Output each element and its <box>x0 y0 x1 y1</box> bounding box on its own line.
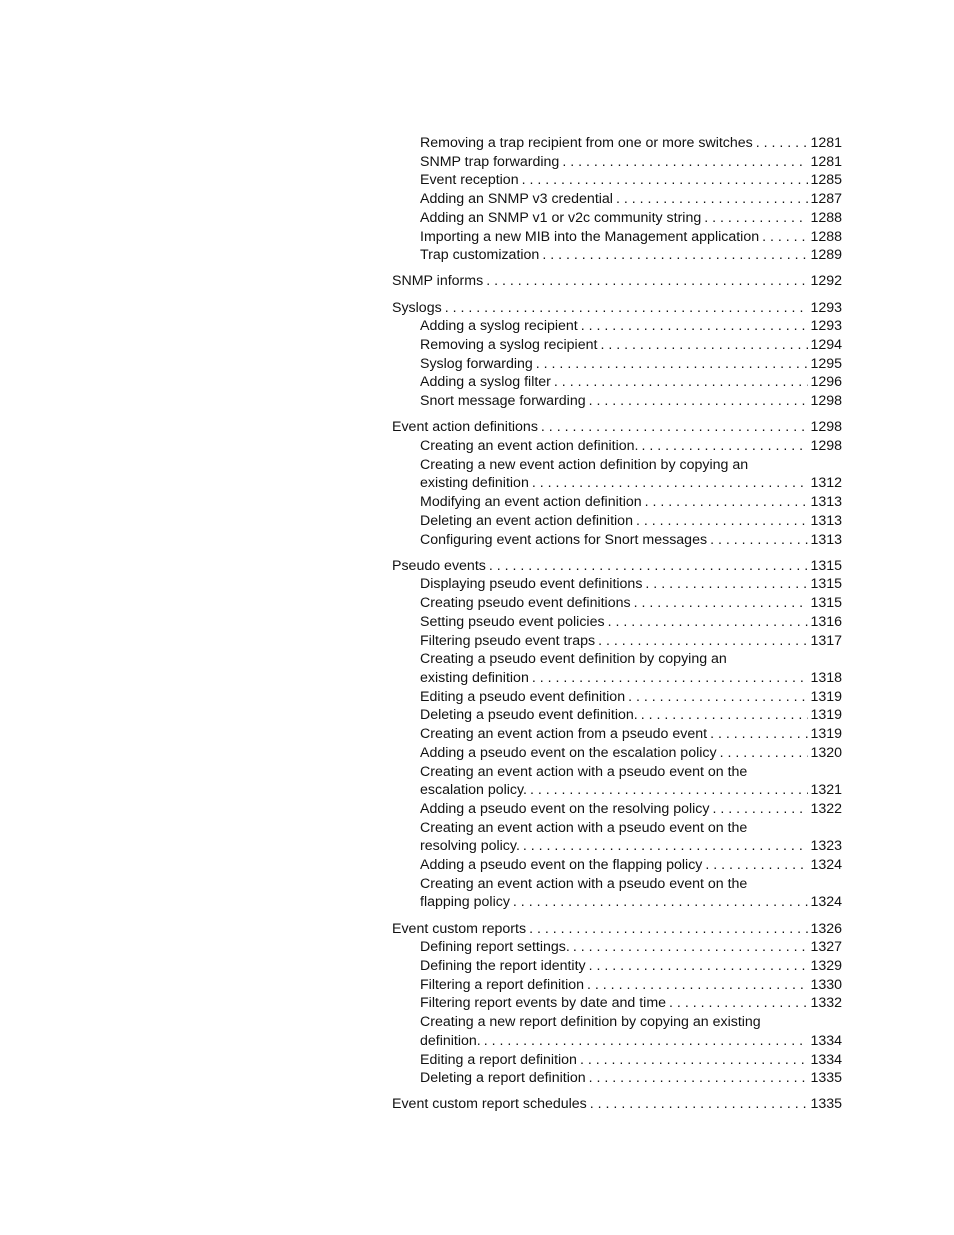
toc-entry-title-text: Adding an SNMP v3 credential <box>420 191 613 208</box>
toc-entry-title-text: Event custom reports <box>392 920 527 937</box>
toc-entry-title <box>392 418 842 437</box>
toc-entry-last-line <box>392 557 842 576</box>
toc-entry-title <box>420 153 842 172</box>
toc-entry-last-line <box>420 575 842 594</box>
toc-entry-title <box>420 938 842 957</box>
toc-subsection-entry[interactable] <box>392 594 842 613</box>
dot-leader <box>559 153 808 172</box>
toc-entry-title-text: Pseudo events <box>392 557 486 574</box>
dot-leader <box>707 725 808 744</box>
toc-entry-title <box>420 456 842 493</box>
dot-leader <box>597 336 808 355</box>
toc-subsection-entry[interactable] <box>392 1051 842 1070</box>
toc-entry-title <box>392 1095 842 1114</box>
toc-entry-title-text: Modifying an event action definition <box>420 494 642 511</box>
toc-entry-title <box>420 688 842 707</box>
toc-entry-title-text: Adding a syslog recipient <box>420 318 578 335</box>
toc-entry-last-line <box>420 893 842 912</box>
toc-entry-title-text: Snort message forwarding <box>420 393 586 410</box>
toc-entry-title-line: Creating an event action with a pseudo event on the <box>420 819 748 836</box>
dot-leader <box>570 938 808 957</box>
toc-subsection-entry[interactable] <box>392 228 842 247</box>
toc-subsection-entry[interactable] <box>392 134 842 153</box>
toc-entry-title <box>420 1051 842 1070</box>
toc-entry-title-line: Creating an event action with a pseudo event on the <box>420 875 748 892</box>
toc-entry-last-line <box>392 418 842 437</box>
toc-page-number: 1329 <box>810 958 842 975</box>
toc-page-number: 1298 <box>810 419 842 436</box>
dot-leader <box>529 474 808 493</box>
toc-page-number: 1292 <box>810 273 842 290</box>
toc-page-number: 1317 <box>810 632 842 649</box>
toc-entry-last-line <box>420 1051 842 1070</box>
toc-subsection-entry[interactable] <box>392 355 842 374</box>
dot-leader <box>625 688 808 707</box>
toc-page-number: 1298 <box>810 393 842 410</box>
dot-leader <box>586 392 808 411</box>
toc-subsection-entry[interactable] <box>392 976 842 995</box>
toc-entry-title <box>420 531 842 550</box>
toc-subsection-entry[interactable] <box>392 744 842 763</box>
toc-section-entry[interactable] <box>392 418 842 437</box>
toc-page-number: 1319 <box>810 707 842 724</box>
toc-entry-last-line <box>420 1069 842 1088</box>
toc-entry-last-line <box>420 134 842 153</box>
toc-entry-title <box>392 272 842 291</box>
toc-entry-title-text: definition. <box>420 1032 481 1049</box>
toc-entry-title-line: Creating a new report definition by copying an existing <box>420 1014 761 1031</box>
toc-page-number: 1289 <box>810 247 842 264</box>
dot-leader <box>753 134 808 153</box>
toc-entry-title <box>420 613 842 632</box>
toc-entry-last-line <box>420 976 842 995</box>
toc-page-number: 1294 <box>810 337 842 354</box>
dot-leader <box>586 957 808 976</box>
toc-entry-title <box>420 493 842 512</box>
toc-entry-last-line <box>420 153 842 172</box>
toc-entry-last-line <box>420 171 842 190</box>
dot-leader <box>533 355 808 374</box>
toc-entry-last-line <box>420 1032 842 1051</box>
toc-page-number: 1327 <box>810 939 842 956</box>
dot-leader <box>442 299 808 318</box>
toc-section-entry[interactable] <box>392 920 842 939</box>
dot-leader <box>631 594 808 613</box>
dot-leader <box>551 373 808 392</box>
toc-entry-title <box>420 594 842 613</box>
toc-entry-title-text: Adding a pseudo event on the escalation policy <box>420 744 717 761</box>
toc-entry-last-line <box>420 355 842 374</box>
toc-entry-last-line <box>420 512 842 531</box>
toc-entry-title <box>392 557 842 576</box>
toc-page-number: 1324 <box>810 894 842 911</box>
toc-entry-title-line: Creating an event action with a pseudo event on the <box>420 763 748 780</box>
toc-section-entry[interactable] <box>392 1095 842 1114</box>
toc-entry-title-text: Importing a new MIB into the Management application <box>420 228 760 245</box>
toc-entry-last-line <box>420 474 842 493</box>
toc-entry-title <box>420 512 842 531</box>
toc-page-number: 1281 <box>810 153 842 170</box>
toc-page-number: 1285 <box>810 172 842 189</box>
dot-leader <box>526 920 808 939</box>
toc-subsection-entry[interactable] <box>392 209 842 228</box>
toc-entry-last-line <box>420 744 842 763</box>
toc-entry-title-text: Deleting a report definition <box>420 1070 586 1087</box>
toc-subsection-entry[interactable] <box>392 153 842 172</box>
toc-entry-title-text: Removing a syslog recipient <box>420 337 598 354</box>
toc-subsection-entry[interactable] <box>392 171 842 190</box>
toc-subsection-entry[interactable] <box>392 650 842 687</box>
toc-entry-last-line <box>420 613 842 632</box>
toc-page-number: 1288 <box>810 228 842 245</box>
toc-entry-title <box>420 336 842 355</box>
toc-subsection-entry[interactable] <box>392 800 842 819</box>
toc-entry-title-text: Removing a trap recipient from one or more switches <box>420 135 753 151</box>
toc-page-number: 1315 <box>810 557 842 574</box>
dot-leader <box>486 557 808 576</box>
toc-page-number: 1322 <box>810 800 842 817</box>
toc-entry-title <box>420 819 842 856</box>
toc-subsection-entry[interactable] <box>392 493 842 512</box>
dot-leader <box>613 190 808 209</box>
dot-leader <box>578 317 808 336</box>
toc-page-number: 1312 <box>810 475 842 492</box>
dot-leader <box>510 893 808 912</box>
toc-subsection-entry[interactable] <box>392 1013 842 1050</box>
toc-entry-title-line: Creating a pseudo event definition by copying an <box>420 651 727 668</box>
toc-entry-title <box>420 763 842 800</box>
toc-entry-title <box>420 246 842 265</box>
dot-leader <box>605 613 808 632</box>
dot-leader <box>701 209 808 228</box>
toc-entry-last-line <box>420 246 842 265</box>
toc-page-number: 1313 <box>810 494 842 511</box>
toc-entry-last-line <box>420 373 842 392</box>
toc-subsection-entry[interactable] <box>392 688 842 707</box>
toc-page-number: 1296 <box>810 374 842 391</box>
toc-subsection-entry[interactable] <box>392 531 842 550</box>
dot-leader <box>584 976 808 995</box>
toc-page-number: 1298 <box>810 438 842 455</box>
toc-page-number: 1281 <box>810 135 842 151</box>
toc-entry-last-line <box>420 837 842 856</box>
toc-section-entry[interactable] <box>392 557 842 576</box>
dot-leader <box>520 837 808 856</box>
toc-subsection-entry[interactable] <box>392 336 842 355</box>
toc-page-number: 1319 <box>810 726 842 743</box>
toc-entry-title <box>420 355 842 374</box>
toc-entry-title <box>420 437 842 456</box>
toc-entry-title <box>420 392 842 411</box>
toc-subsection-entry[interactable] <box>392 938 842 957</box>
toc-page-number: 1315 <box>810 595 842 612</box>
toc-entry-last-line <box>420 437 842 456</box>
toc-entry-last-line <box>420 994 842 1013</box>
dot-leader <box>717 744 808 763</box>
toc-section-entry[interactable] <box>392 272 842 291</box>
toc-page-number: 1321 <box>810 782 842 799</box>
toc-entry-title <box>420 994 842 1013</box>
toc-entry-title <box>420 190 842 209</box>
toc-entry-title <box>420 317 842 336</box>
dot-leader <box>666 994 808 1013</box>
toc-entry-title-line: Creating a new event action definition by copying an <box>420 456 749 473</box>
dot-leader <box>483 272 808 291</box>
toc-entry-title-text: Adding a pseudo event on the resolving policy <box>420 800 710 817</box>
toc-page-number: 1313 <box>810 512 842 529</box>
dot-leader <box>595 632 808 651</box>
toc-page-number: 1293 <box>810 318 842 335</box>
toc-entry-title <box>420 800 842 819</box>
toc-page-number: 1315 <box>810 576 842 593</box>
toc-entry-last-line <box>420 725 842 744</box>
toc-entry-title-text: Configuring event actions for Snort messages <box>420 531 708 548</box>
toc-subsection-entry[interactable] <box>392 392 842 411</box>
toc-section-entry[interactable] <box>392 299 842 318</box>
toc-entry-last-line <box>392 299 842 318</box>
toc-entry-last-line <box>420 688 842 707</box>
toc-entry-title-text: Filtering report events by date and time <box>420 995 667 1012</box>
toc-entry-title <box>420 1013 842 1050</box>
dot-leader <box>707 531 808 550</box>
toc-entry-title-text: Trap customization <box>420 247 540 264</box>
toc-entry-title <box>420 957 842 976</box>
dot-leader <box>642 493 808 512</box>
toc-entry-title-text: Defining report settings. <box>420 939 570 956</box>
toc-entry-last-line <box>420 190 842 209</box>
toc-entry-last-line <box>420 632 842 651</box>
toc-entry-title-text: Adding a syslog filter <box>420 374 551 391</box>
toc-entry-title-text: Syslogs <box>392 299 442 316</box>
toc-entry-last-line <box>420 938 842 957</box>
toc-page-number: 1332 <box>810 995 842 1012</box>
dot-leader <box>481 1032 808 1051</box>
toc-entry-last-line <box>420 336 842 355</box>
toc-subsection-entry[interactable] <box>392 613 842 632</box>
toc-entry-title-text: Filtering a report definition <box>420 976 585 993</box>
toc-entry-last-line <box>420 228 842 247</box>
toc-subsection-entry[interactable] <box>392 875 842 912</box>
toc-entry-last-line <box>420 493 842 512</box>
toc-page-number: 1326 <box>810 920 842 937</box>
toc-entry-title <box>392 920 842 939</box>
toc-entry-title-text: Event custom report schedules <box>392 1096 587 1113</box>
toc-subsection-entry[interactable] <box>392 994 842 1013</box>
toc-entry-title-text: Creating an event action definition. <box>420 438 639 455</box>
toc-entry-title <box>420 632 842 651</box>
toc-entry-title-text: SNMP informs <box>392 273 484 290</box>
toc-subsection-entry[interactable] <box>392 437 842 456</box>
toc-entry-title-text: Setting pseudo event policies <box>420 613 605 630</box>
table-of-contents <box>392 134 842 1114</box>
toc-entry-last-line <box>420 856 842 875</box>
dot-leader <box>527 781 808 800</box>
toc-subsection-entry[interactable] <box>392 1069 842 1088</box>
dot-leader <box>702 856 808 875</box>
dot-leader <box>759 228 808 247</box>
toc-entry-title <box>420 725 842 744</box>
toc-entry-title-text: Defining the report identity <box>420 958 586 975</box>
toc-entry-last-line <box>420 531 842 550</box>
toc-entry-title-text: Creating pseudo event definitions <box>420 595 631 612</box>
toc-page-number: 1335 <box>810 1070 842 1087</box>
toc-page-number: 1287 <box>810 191 842 208</box>
toc-entry-title <box>420 976 842 995</box>
toc-page-number: 1319 <box>810 688 842 705</box>
dot-leader <box>638 437 808 456</box>
toc-subsection-entry[interactable] <box>392 246 842 265</box>
toc-entry-title <box>420 650 842 687</box>
toc-entry-last-line <box>420 706 842 725</box>
toc-page-number: 1318 <box>810 669 842 686</box>
toc-entry-title <box>420 744 842 763</box>
toc-subsection-entry[interactable] <box>392 190 842 209</box>
dot-leader <box>586 1069 808 1088</box>
toc-entry-last-line <box>392 1095 842 1114</box>
toc-page-number: 1334 <box>810 1032 842 1049</box>
toc-entry-last-line <box>420 317 842 336</box>
toc-entry-last-line <box>420 392 842 411</box>
dot-leader <box>587 1095 808 1114</box>
toc-subsection-entry[interactable] <box>392 373 842 392</box>
toc-entry-title <box>420 856 842 875</box>
toc-entry-title-text: Creating an event action from a pseudo event <box>420 726 708 743</box>
toc-page-number: 1293 <box>810 299 842 316</box>
toc-entry-last-line <box>392 920 842 939</box>
toc-entry-title-text: Deleting a pseudo event definition. <box>420 707 638 724</box>
toc-entry-title-text: Deleting an event action definition <box>420 512 633 529</box>
toc-entry-title-text: escalation policy. <box>420 782 527 799</box>
toc-subsection-entry[interactable] <box>392 575 842 594</box>
toc-entry-title-text: Event action definitions <box>392 419 538 436</box>
toc-entry-last-line <box>420 669 842 688</box>
toc-entry-title <box>420 575 842 594</box>
toc-page-number: 1330 <box>810 976 842 993</box>
toc-subsection-entry[interactable] <box>392 856 842 875</box>
toc-page-number: 1320 <box>810 744 842 761</box>
toc-page-number: 1295 <box>810 355 842 372</box>
toc-subsection-entry[interactable] <box>392 763 842 800</box>
toc-entry-title <box>420 875 842 912</box>
dot-leader <box>529 669 808 688</box>
toc-entry-last-line <box>392 272 842 291</box>
dot-leader <box>519 171 808 190</box>
toc-subsection-entry[interactable] <box>392 512 842 531</box>
toc-entry-last-line <box>420 781 842 800</box>
toc-page-number: 1324 <box>810 857 842 874</box>
toc-page-number: 1334 <box>810 1051 842 1068</box>
toc-entry-title <box>420 209 842 228</box>
toc-entry-last-line <box>420 957 842 976</box>
toc-page-number: 1323 <box>810 838 842 855</box>
toc-entry-last-line <box>420 594 842 613</box>
toc-entry-title-text: existing definition <box>420 475 529 492</box>
toc-page-number: 1335 <box>810 1096 842 1113</box>
toc-entry-title-text: resolving policy. <box>420 838 520 855</box>
dot-leader <box>539 246 808 265</box>
toc-entry-title-text: Editing a report definition <box>420 1051 577 1068</box>
toc-entry-title-text: SNMP trap forwarding <box>420 153 560 170</box>
toc-entry-title <box>420 1069 842 1088</box>
dot-leader <box>638 706 808 725</box>
toc-entry-title-text: Adding a pseudo event on the flapping policy <box>420 857 703 874</box>
dot-leader <box>577 1051 808 1070</box>
toc-entry-last-line <box>420 209 842 228</box>
toc-entry-title-text: Editing a pseudo event definition <box>420 688 626 705</box>
toc-entry-last-line <box>420 800 842 819</box>
toc-subsection-entry[interactable] <box>392 957 842 976</box>
toc-entry-title-text: existing definition <box>420 669 529 686</box>
toc-entry-title <box>420 228 842 247</box>
toc-entry-title <box>392 299 842 318</box>
toc-page-number: 1288 <box>810 209 842 226</box>
toc-entry-title <box>420 706 842 725</box>
toc-page-number: 1313 <box>810 531 842 548</box>
dot-leader <box>538 418 808 437</box>
dot-leader <box>642 575 808 594</box>
toc-entry-title <box>420 373 842 392</box>
toc-entry-title <box>420 134 842 153</box>
dot-leader <box>709 800 808 819</box>
toc-subsection-entry[interactable] <box>392 725 842 744</box>
toc-entry-title-text: flapping policy <box>420 894 510 911</box>
toc-page-number: 1316 <box>810 613 842 630</box>
toc-entry-title-text: Adding an SNMP v1 or v2c community string <box>420 209 702 226</box>
toc-entry-title-text: Filtering pseudo event traps <box>420 632 596 649</box>
toc-subsection-entry[interactable] <box>392 456 842 493</box>
toc-entry-title-text: Syslog forwarding <box>420 355 533 372</box>
toc-entry-title-text: Event reception <box>420 172 519 189</box>
dot-leader <box>633 512 808 531</box>
toc-subsection-entry[interactable] <box>392 632 842 651</box>
toc-entry-title <box>420 171 842 190</box>
toc-subsection-entry[interactable] <box>392 819 842 856</box>
toc-subsection-entry[interactable] <box>392 317 842 336</box>
toc-subsection-entry[interactable] <box>392 706 842 725</box>
toc-entry-title-text: Displaying pseudo event definitions <box>420 576 643 593</box>
